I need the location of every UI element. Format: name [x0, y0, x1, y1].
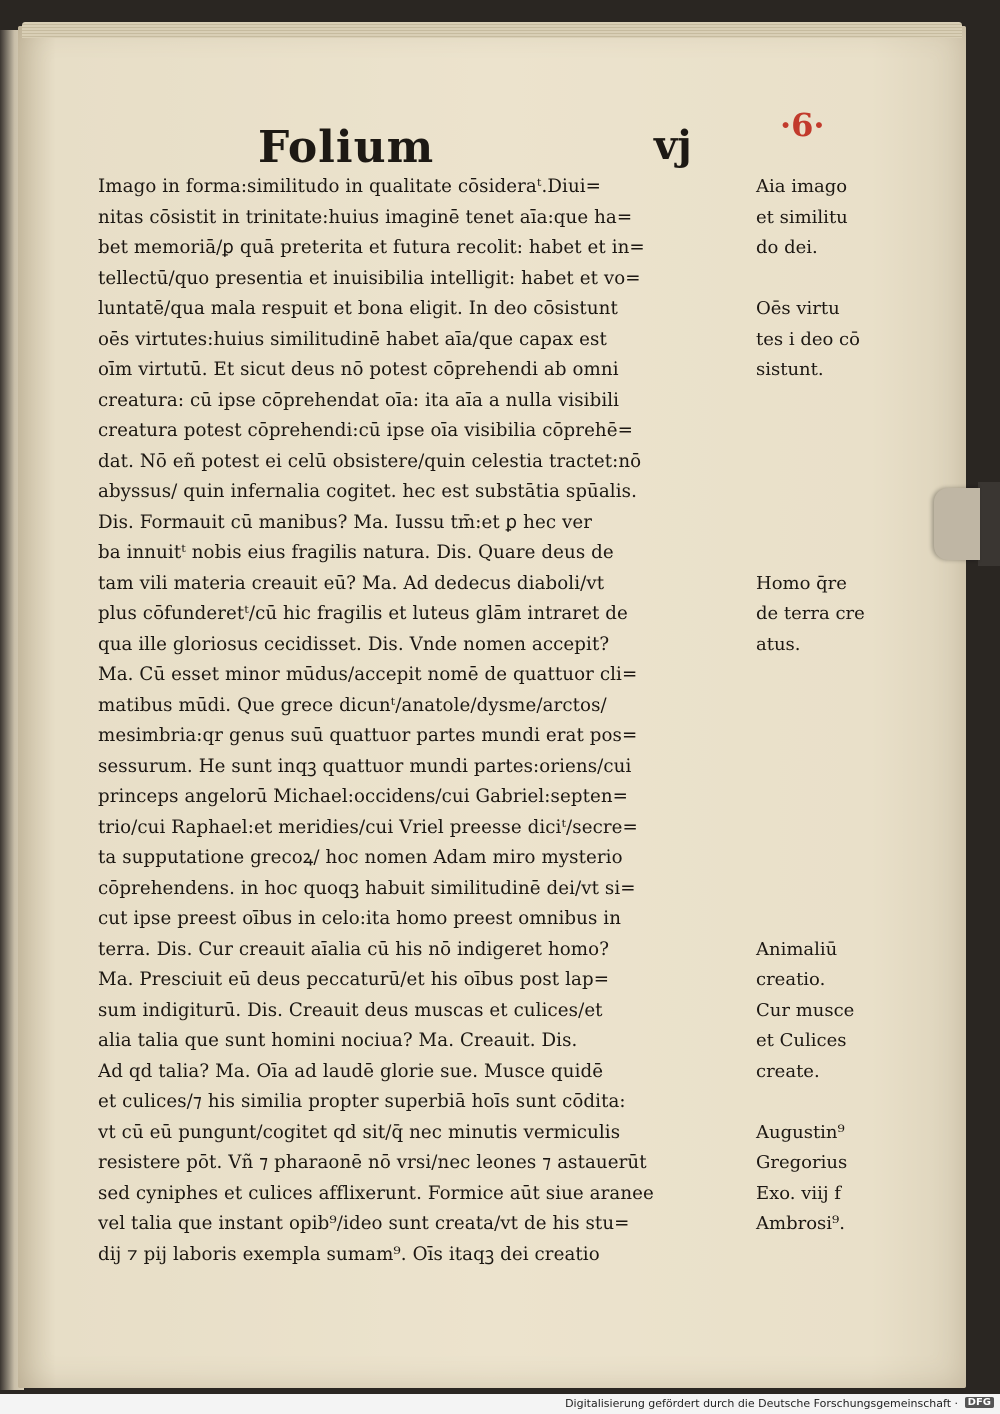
margin-note-line: Gregorius — [756, 1152, 848, 1173]
text-line: vel talia que instant opib⁹/ideo sunt creata/vt de his stu= — [98, 1213, 630, 1234]
text-line: abyssus/ quin infernalia cogitet. hec est substātia spūalis. — [98, 481, 637, 502]
folio-heading: Folium — [258, 122, 435, 173]
text-line: cōprehendens. in hoc quoqꝫ habuit similitudinē dei/vt si= — [98, 877, 636, 899]
text-line: vt cū eū pungunt/cogitet qd sit/q̄ nec minutis vermiculis — [98, 1121, 621, 1143]
margin-note-line: et Culices — [756, 1030, 847, 1051]
text-line: tam vili materia creauit eū? Ma. Ad dedecus diaboli/vt — [98, 572, 605, 594]
margin-note-soul-image — [756, 172, 926, 264]
text-line: tellectū/quo presentia et inuisibilia intelligit: habet et vo= — [98, 267, 641, 289]
text-line: sum indigiturū. Dis. Creauit deus muscas et culices/et — [98, 999, 603, 1021]
clip-shadow — [978, 482, 1000, 566]
margin-note-line: Augustin⁹ — [756, 1121, 845, 1143]
text-line: et culices/⁊ his similia propter superbiā hoīs sunt cōdita: — [98, 1091, 626, 1112]
margin-note-virtues — [756, 294, 926, 386]
main-text-column — [98, 172, 746, 1270]
footer-bar — [0, 1394, 1000, 1414]
text-line: terra. Dis. Cur creauit aīalia cū his nō indigeret homo? — [98, 938, 610, 960]
margin-note-authorities — [756, 1118, 926, 1240]
text-line: sessurum. He sunt inqꝫ quattuor mundi partes:oriens/cui — [98, 755, 632, 777]
text-line: resistere pōt. Vñ ⁊ pharaonē nō vrsi/nec leones ⁊ astauerūt — [98, 1152, 647, 1173]
text-line: bet memoriā/ꝑ quā preterita et futura recolit: habet et in= — [98, 237, 645, 258]
text-line: Ma. Cū esset minor mūdus/accepit nomē de quattuor cli= — [98, 664, 638, 685]
signature-mark: ·6· — [780, 106, 825, 144]
margin-note-man-earth — [756, 569, 926, 661]
text-line: qua ille gloriosus cecidisset. Dis. Vnde nomen accepit? — [98, 633, 610, 655]
text-line: ba innuitᵗ nobis eius fragilis natura. Dis. Quare deus de — [98, 542, 614, 563]
margin-note-line: et similitu — [756, 206, 848, 228]
margin-note-line: tes i deo cō — [756, 328, 860, 350]
text-line: oēs virtutes:huius similitudinē habet aīa/que capax est — [98, 328, 607, 350]
text-line: dat. Nō eñ potest ei celū obsistere/quin celestia tractet:nō — [98, 450, 642, 472]
text-line: matibus mūdi. Que grece dicunᵗ/anatole/dysme/arctos/ — [98, 694, 607, 716]
margin-note-line: Aia imago — [756, 176, 848, 197]
text-line: plus cōfunderetᵗ/cū hic fragilis et luteus glām intraret de — [98, 603, 628, 624]
page-clip — [934, 488, 980, 560]
text-line: luntatē/qua mala respuit et bona eligit. In deo cōsistunt — [98, 298, 618, 319]
margin-note-animals — [756, 935, 926, 996]
text-line: sed cyniphes et culices afflixerunt. Formice aūt siue aranee — [98, 1182, 654, 1204]
margin-note-line: Homo q̄re — [756, 572, 847, 594]
text-line: Ma. Presciuit eū deus peccaturū/et his oībus post lap= — [98, 969, 610, 990]
text-line: Ad qd talia? Ma. Oīa ad laudē glorie sue. Musce quidē — [98, 1060, 604, 1082]
margin-note-line: Oēs virtu — [756, 298, 840, 319]
text-line: dij ⁊ pij laboris exempla sumam⁹. Oīs itaqꝫ dei creatio — [98, 1243, 600, 1265]
folio-number: vj — [654, 122, 692, 169]
text-line: alia talia que sunt homini nociua? Ma. Creauit. Dis. — [98, 1030, 578, 1051]
margin-note-line: Exo. viij f — [756, 1182, 841, 1204]
margin-note-line: Animaliū — [756, 938, 838, 960]
margin-note-line: create. — [756, 1060, 820, 1082]
page-top-edge — [22, 22, 962, 38]
text-line: creatura potest cōprehendi:cū ipse oīa visibilia cōprehē= — [98, 420, 633, 441]
text-line: Imago in forma:similitudo in qualitate cōsideraᵗ.Diui= — [98, 176, 602, 197]
text-line: ta supputatione grecoꝝ/ hoc nomen Adam miro mysterio — [98, 847, 623, 868]
margin-note-line: Cur musce — [756, 999, 855, 1021]
text-line: oīm virtutū. Et sicut deus nō potest cōprehendi ab omni — [98, 359, 619, 380]
margin-note-line: Ambrosi⁹. — [756, 1213, 845, 1234]
margin-note-line: creatio. — [756, 969, 826, 990]
text-line: Dis. Formauit cū manibus? Ma. Iussu tm̄:et ꝑ hec ver — [98, 511, 593, 533]
text-line: cut ipse preest oībus in celo:ita homo preest omnibus in — [98, 908, 622, 929]
text-line: mesimbria:qr genus suū quattuor partes mundi erat pos= — [98, 725, 638, 746]
dfg-logo: DFG — [965, 1397, 994, 1408]
funding-credit: Digitalisierung gefördert durch die Deutsche Forschungsgemeinschaft · — [565, 1397, 958, 1410]
text-line: creatura: cū ipse cōprehendat oīa: ita aīa a nulla visibili — [98, 389, 620, 411]
margin-note-flies — [756, 996, 926, 1088]
margin-note-line: de terra cre — [756, 603, 865, 624]
text-line: princeps angelorū Michael:occidens/cui Gabriel:septen= — [98, 786, 628, 807]
margin-note-line: atus. — [756, 633, 801, 655]
margin-note-line: sistunt. — [756, 359, 824, 380]
text-line: trio/cui Raphael:et meridies/cui Vriel preesse diciᵗ/secre= — [98, 816, 638, 838]
text-line: nitas cōsistit in trinitate:huius imaginē tenet aīa:que ha= — [98, 206, 633, 228]
margin-note-line: do dei. — [756, 237, 818, 258]
